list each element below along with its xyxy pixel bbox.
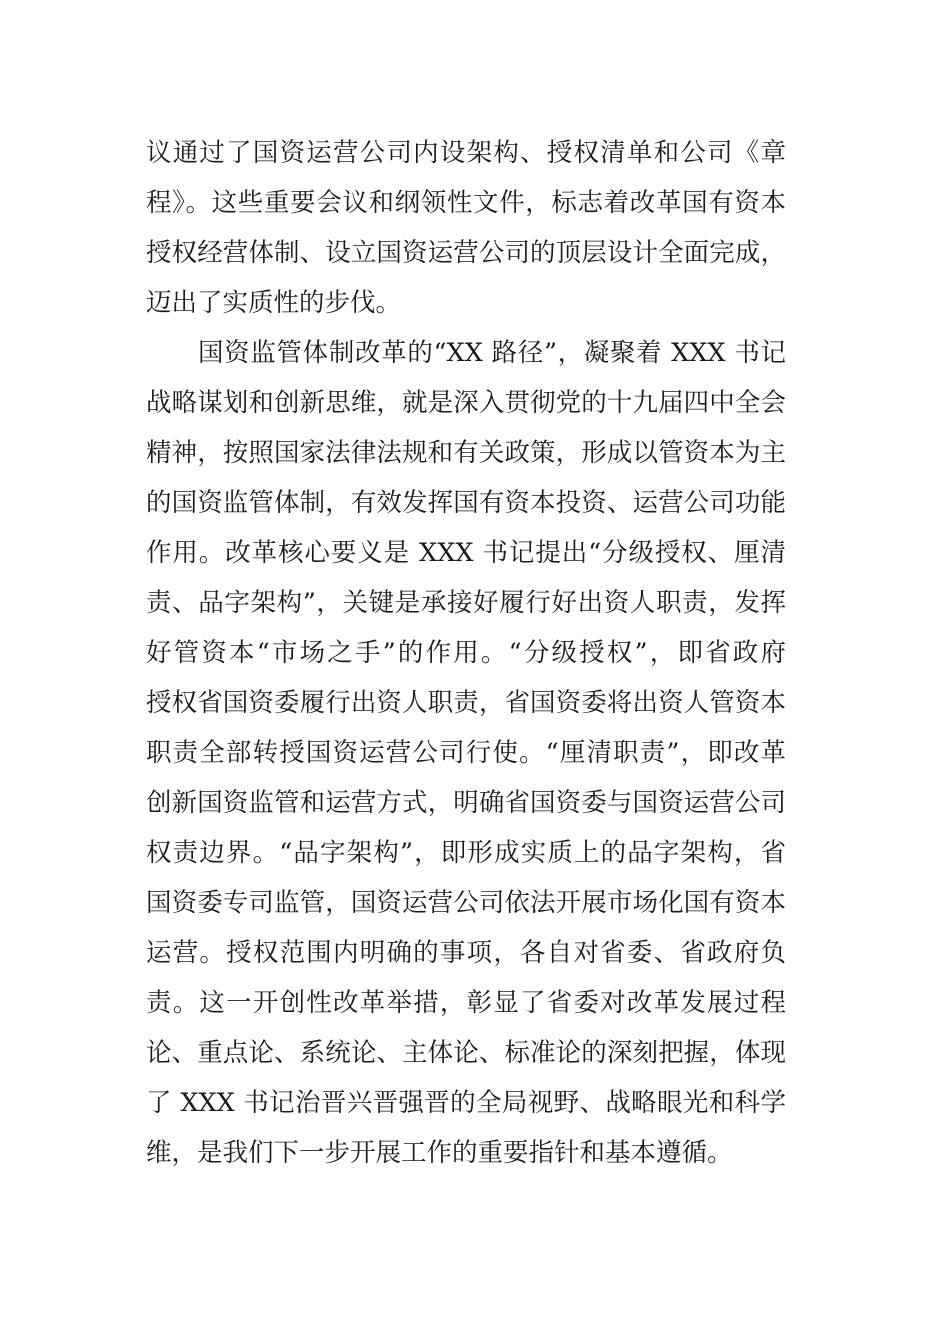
text-line: 授权经营体制、设立国资运营公司的顶层设计全面完成， [146,238,786,268]
text-line: 运营。授权范围内明确的事项，各自对省委、省政府负 [146,938,786,968]
text-line: 好管资本“市场之手”的作用。“分级授权”，即省政府 [146,638,786,668]
text-line: 程》。这些重要会议和纲领性文件，标志着改革国有资本 [146,188,786,218]
text-line: 战略谋划和创新思维，就是深入贯彻党的十九届四中全会 [146,388,786,418]
text-line: 职责全部转授国资运营公司行使。“厘清职责”，即改革 [146,738,786,768]
paragraph-continuation [146,128,786,328]
text-line: 创新国资监管和运营方式，明确省国资委与国资运营公司 [146,788,786,818]
text-line: 维，是我们下一步开展工作的重要指针和基本遵循。 [146,1138,733,1168]
text-line: 了 XXX 书记治晋兴晋强晋的全局视野、战略眼光和科学 [146,1088,786,1118]
text-line: 国资委专司监管，国资运营公司依法开展市场化国有资本 [146,888,786,918]
text-line: 责、品字架构”，关键是承接好履行好出资人职责，发挥 [146,588,786,618]
text-line: 论、重点论、系统论、主体论、标准论的深刻把握，体现 [146,1038,786,1068]
text-line: 授权省国资委履行出资人职责，省国资委将出资人管资本 [146,688,786,718]
text-line: 议通过了国资运营公司内设架构、授权清单和公司《章 [146,138,786,168]
text-line: 作用。改革核心要义是 XXX 书记提出“分级授权、厘清 [146,538,786,568]
text-line: 责。这一开创性改革举措，彰显了省委对改革发展过程 [146,988,786,1018]
text-line: 迈出了实质性的步伐。 [146,288,402,318]
paragraph-xx-path [146,328,786,1178]
text-line: 权责边界。“品字架构”，即形成实质上的品字架构，省 [146,838,786,868]
text-line: 的国资监管体制，有效发挥国有资本投资、运营公司功能 [146,488,786,518]
text-line: 国资监管体制改革的“XX 路径”，凝聚着 XXX 书记 [198,338,786,368]
text-line: 精神，按照国家法律法规和有关政策，形成以管资本为主 [146,438,786,468]
